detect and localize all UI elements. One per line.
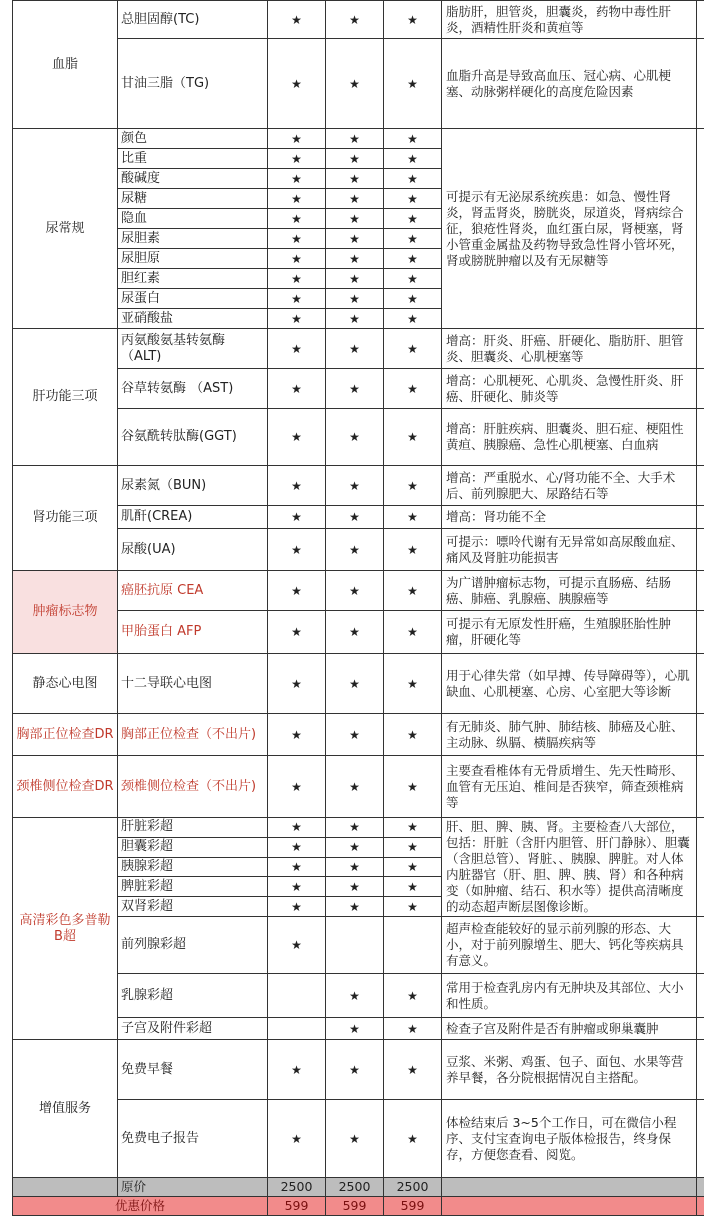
star-mark: ★ <box>326 249 384 269</box>
star-mark: ★ <box>268 1 326 39</box>
star-mark: ★ <box>326 466 384 506</box>
star-mark: ★ <box>268 289 326 309</box>
star-mark: ★ <box>268 1040 326 1100</box>
desc-crea: 增高：肾功能不全 <box>442 506 697 529</box>
star-mark: ★ <box>384 654 442 714</box>
star-mark: ★ <box>384 249 442 269</box>
desc-alt: 增高：肝炎、肝癌、肝硬化、脂肪肝、胆管炎、胆囊炎、心肌梗塞等 <box>442 329 697 369</box>
star-mark: ★ <box>268 309 326 329</box>
star-mark: ★ <box>326 309 384 329</box>
desc-afp: 可提示有无原发性肝癌，生殖腺胚胎性肿瘤，肝硬化等 <box>442 611 697 654</box>
item-urine-gravity: 比重 <box>118 149 268 169</box>
table-row <box>13 1 704 39</box>
star-mark: ★ <box>384 857 442 877</box>
star-mark: ★ <box>326 837 384 857</box>
item-ecg: 十二导联心电图 <box>118 654 268 714</box>
desc-ggt: 增高：肝脏疾病、胆囊炎、胆石症、梗阻性黄疸、胰腺癌、急性心肌梗塞、白血病 <box>442 409 697 466</box>
star-mark: ★ <box>326 209 384 229</box>
star-mark: ★ <box>268 369 326 409</box>
star-mark: ★ <box>268 818 326 838</box>
star-mark: ★ <box>268 611 326 654</box>
item-tc: 总胆固醇(TC) <box>118 1 268 39</box>
star-mark: ★ <box>384 169 442 189</box>
item-ggt: 谷氨酰转肽酶(GGT) <box>118 409 268 466</box>
item-urobilin: 尿胆素 <box>118 229 268 249</box>
star-mark: ★ <box>326 611 384 654</box>
desc-ecg: 用于心律失常（如早搏、传导障碍等），心肌缺血、心肌梗塞、心房、心室肥大等诊断 <box>442 654 697 714</box>
star-mark: ★ <box>268 857 326 877</box>
star-mark: ★ <box>326 506 384 529</box>
star-mark: ★ <box>268 877 326 897</box>
star-mark: ★ <box>326 654 384 714</box>
item-bun: 尿素氮（BUN) <box>118 466 268 506</box>
original-price-row <box>13 1178 704 1197</box>
table-row <box>13 714 704 756</box>
star-mark: ★ <box>326 974 384 1018</box>
table-row <box>13 466 704 506</box>
group-ultrasound: 高清彩色多普勒B超 <box>13 818 118 1040</box>
desc-prostate: 超声检查能较好的显示前列腺的形态、大小，对于前列腺增生、肥大、钙化等疾病具有意义。 <box>442 917 697 974</box>
star-mark: ★ <box>384 466 442 506</box>
star-mark: ★ <box>268 189 326 209</box>
discount-price-label: 优惠价格 <box>13 1197 268 1216</box>
item-urine-ph: 酸碱度 <box>118 169 268 189</box>
desc-neck: 主要查看椎体有无骨质增生、先天性畸形、血管有无压迫、椎间是否狭窄，筛查颈椎病等 <box>442 756 697 818</box>
item-breakfast: 免费早餐 <box>118 1040 268 1100</box>
star-mark: ★ <box>384 1 442 39</box>
desc-chest: 有无肺炎、肺气肿、肺结核、肺癌及心脏、主动脉、纵膈、横膈疾病等 <box>442 714 697 756</box>
star-mark: ★ <box>268 837 326 857</box>
item-urine-blood: 隐血 <box>118 209 268 229</box>
star-mark: ★ <box>268 209 326 229</box>
star-mark: ★ <box>326 409 384 466</box>
star-mark: ★ <box>384 229 442 249</box>
star-mark: ★ <box>326 149 384 169</box>
star-mark: ★ <box>384 39 442 129</box>
star-mark: ★ <box>268 329 326 369</box>
discount-price-row <box>13 1197 704 1216</box>
item-afp: 甲胎蛋白 AFP <box>118 611 268 654</box>
star-mark: ★ <box>326 714 384 756</box>
desc-cea: 为广谱肿瘤标志物，可提示直肠癌、结肠癌、肺癌、乳腺癌、胰腺癌等 <box>442 571 697 611</box>
star-mark: ★ <box>326 289 384 309</box>
item-prostate-ultrasound: 前列腺彩超 <box>118 917 268 974</box>
star-mark: ★ <box>384 877 442 897</box>
star-mark: ★ <box>268 229 326 249</box>
star-mark: ★ <box>326 897 384 917</box>
original-price-label: 原价 <box>118 1178 268 1197</box>
item-report: 免费电子报告 <box>118 1100 268 1178</box>
star-mark: ★ <box>326 1018 384 1040</box>
star-mark: ★ <box>268 39 326 129</box>
star-mark: ★ <box>384 189 442 209</box>
item-cea: 癌胚抗原 CEA <box>118 571 268 611</box>
star-mark: ★ <box>384 714 442 756</box>
item-alt: 丙氨酸氨基转氨酶（ALT) <box>118 329 268 369</box>
star-mark: ★ <box>384 571 442 611</box>
item-kidney-ultrasound: 双肾彩超 <box>118 897 268 917</box>
star-mark: ★ <box>326 1100 384 1178</box>
star-mark: ★ <box>384 329 442 369</box>
star-mark: ★ <box>384 897 442 917</box>
star-mark: ★ <box>326 169 384 189</box>
star-mark: ★ <box>268 466 326 506</box>
star-mark: ★ <box>268 149 326 169</box>
star-mark: ★ <box>384 818 442 838</box>
star-mark: ★ <box>384 529 442 571</box>
item-urine-protein: 尿蛋白 <box>118 289 268 309</box>
star-mark: ★ <box>268 897 326 917</box>
star-mark: ★ <box>384 289 442 309</box>
star-mark: ★ <box>326 329 384 369</box>
discount-price-value: 599 <box>268 1197 326 1216</box>
star-mark: ★ <box>384 1040 442 1100</box>
item-pancreas-ultrasound: 胰腺彩超 <box>118 857 268 877</box>
group-kidney: 肾功能三项 <box>13 466 118 571</box>
table-row <box>13 571 704 611</box>
star-mark: ★ <box>326 1 384 39</box>
item-uterus-ultrasound: 子宫及附件彩超 <box>118 1018 268 1040</box>
star-mark: ★ <box>384 837 442 857</box>
item-ast: 谷草转氨酶 （AST) <box>118 369 268 409</box>
group-chest: 胸部正位检查DR <box>13 714 118 756</box>
star-mark: ★ <box>268 506 326 529</box>
original-price-value: 2500 <box>384 1178 442 1197</box>
group-lipid: 血脂 <box>13 1 118 129</box>
original-price-value: 2500 <box>268 1178 326 1197</box>
star-mark: ★ <box>326 229 384 249</box>
star-mark: ★ <box>384 611 442 654</box>
star-mark: ★ <box>268 409 326 466</box>
star-mark: ★ <box>326 189 384 209</box>
star-mark: ★ <box>326 857 384 877</box>
star-mark: ★ <box>384 756 442 818</box>
table-row <box>13 1040 704 1100</box>
checkup-table <box>12 0 704 1216</box>
star-mark: ★ <box>384 506 442 529</box>
star-mark: ★ <box>384 369 442 409</box>
desc-breast: 常用于检查乳房内有无肿块及其部位、大小和性质。 <box>442 974 697 1018</box>
item-spleen-ultrasound: 脾脏彩超 <box>118 877 268 897</box>
item-urobilinogen: 尿胆原 <box>118 249 268 269</box>
star-mark: ★ <box>384 974 442 1018</box>
star-mark: ★ <box>268 249 326 269</box>
item-ua: 尿酸(UA) <box>118 529 268 571</box>
desc-ultrasound: 肝、胆、脾、胰、肾。主要检查八大部位，包括：肝脏（含肝内胆管、肝门静脉）、胆囊（含胆总管）、肾脏、、胰腺、脾脏。对人体内脏器官（肝、胆、脾、胰、肾）和各种病变（如肿瘤、结石、积水等）提供高清晰度的动态超声断层图像诊断。 <box>442 818 697 917</box>
star-mark: ★ <box>384 149 442 169</box>
star-mark: ★ <box>384 309 442 329</box>
group-urine: 尿常规 <box>13 129 118 329</box>
star-mark: ★ <box>326 529 384 571</box>
star-mark: ★ <box>268 714 326 756</box>
item-breast-ultrasound: 乳腺彩超 <box>118 974 268 1018</box>
star-mark: ★ <box>268 269 326 289</box>
star-mark: ★ <box>268 129 326 149</box>
item-urine-color: 颜色 <box>118 129 268 149</box>
table-row <box>13 129 704 149</box>
star-mark: ★ <box>326 129 384 149</box>
star-mark: ★ <box>384 129 442 149</box>
desc-report: 体检结束后 3~5个工作日，可在微信小程序、支付宝查询电子版体检报告，终身保存，方便您查看、阅览。 <box>442 1100 697 1178</box>
desc-tc: 脂肪肝，胆管炎，胆囊炎，药物中毒性肝炎，酒精性肝炎和黄疸等 <box>442 1 697 39</box>
item-bilirubin: 胆红素 <box>118 269 268 289</box>
star-mark: ★ <box>384 1018 442 1040</box>
desc-breakfast: 豆浆、米粥、鸡蛋、包子、面包、水果等营养早餐，各分院根据情况自主搭配。 <box>442 1040 697 1100</box>
desc-urine: 可提示有无泌尿系统疾患：如急、慢性肾炎，肾盂肾炎，膀胱炎，尿道炎，肾病综合征，狼疮性肾炎，血红蛋白尿，肾梗塞，肾小管重金属盐及药物导致急性肾小管坏死，肾或膀胱肿瘤以及有无尿糖等 <box>442 129 697 329</box>
star-mark: ★ <box>326 571 384 611</box>
discount-price-value: 599 <box>384 1197 442 1216</box>
group-ecg: 静态心电图 <box>13 654 118 714</box>
original-price-value: 2500 <box>326 1178 384 1197</box>
item-nitrite: 亚硝酸盐 <box>118 309 268 329</box>
star-mark: ★ <box>384 409 442 466</box>
table-row <box>13 329 704 369</box>
star-mark: ★ <box>268 654 326 714</box>
star-mark: ★ <box>326 1040 384 1100</box>
star-mark: ★ <box>384 269 442 289</box>
item-gallbladder-ultrasound: 胆囊彩超 <box>118 837 268 857</box>
star-mark: ★ <box>268 169 326 189</box>
star-mark: ★ <box>326 877 384 897</box>
desc-tg: 血脂升高是导致高血压、冠心病、心肌梗塞、动脉粥样硬化的高度危险因素 <box>442 39 697 129</box>
star-mark: ★ <box>268 756 326 818</box>
item-tg: 甘油三脂（TG) <box>118 39 268 129</box>
table-row <box>13 818 704 838</box>
star-mark: ★ <box>326 269 384 289</box>
item-neck: 颈椎侧位检查（不出片) <box>118 756 268 818</box>
item-crea: 肌酐(CREA) <box>118 506 268 529</box>
item-liver-ultrasound: 肝脏彩超 <box>118 818 268 838</box>
star-mark: ★ <box>326 39 384 129</box>
item-chest: 胸部正位检查（不出片) <box>118 714 268 756</box>
desc-bun: 增高：严重脱水、心/肾功能不全、大手术后、前列腺肥大、尿路结石等 <box>442 466 697 506</box>
star-mark: ★ <box>384 209 442 229</box>
star-mark: ★ <box>384 1100 442 1178</box>
table-row <box>13 756 704 818</box>
desc-uterus: 检查子宫及附件是否有肿瘤或卵巢囊肿 <box>442 1018 697 1040</box>
star-mark: ★ <box>268 571 326 611</box>
star-mark: ★ <box>326 756 384 818</box>
star-mark: ★ <box>326 818 384 838</box>
group-service: 增值服务 <box>13 1040 118 1178</box>
discount-price-value: 599 <box>326 1197 384 1216</box>
desc-ast: 增高：心肌梗死、心肌炎、急慢性肝炎、肝癌、肝硬化、肺炎等 <box>442 369 697 409</box>
item-urine-sugar: 尿糖 <box>118 189 268 209</box>
desc-ua: 可提示：嘌呤代谢有无异常如高尿酸血症、痛风及肾脏功能损害 <box>442 529 697 571</box>
star-mark: ★ <box>268 1100 326 1178</box>
table-row <box>13 654 704 714</box>
group-neck: 颈椎侧位检查DR <box>13 756 118 818</box>
star-mark: ★ <box>268 917 326 974</box>
star-mark: ★ <box>326 369 384 409</box>
group-liver: 肝功能三项 <box>13 329 118 466</box>
group-tumor: 肿瘤标志物 <box>13 571 118 654</box>
star-mark: ★ <box>268 529 326 571</box>
